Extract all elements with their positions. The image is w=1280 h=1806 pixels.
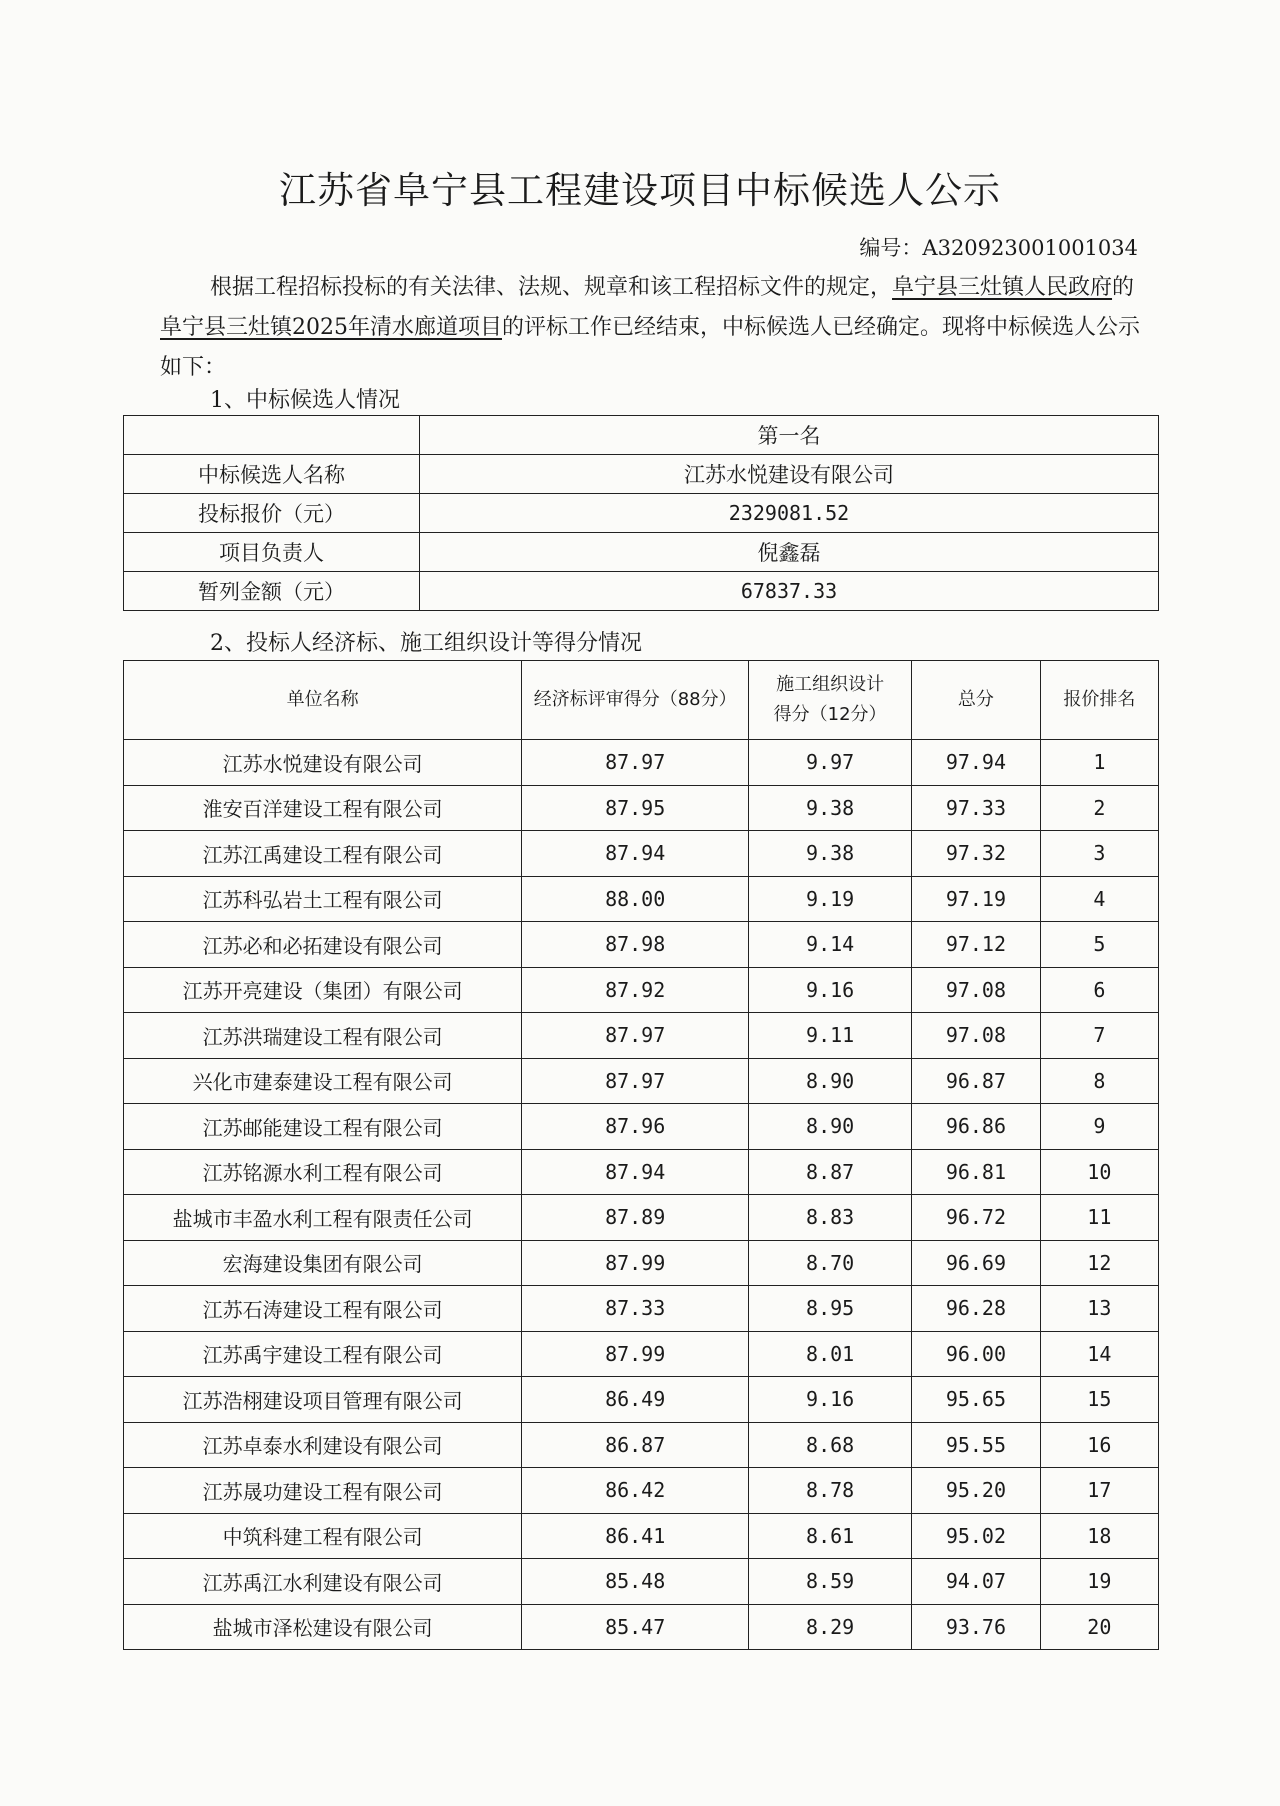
company-name-cell: 江苏开亮建设（集团）有限公司 bbox=[124, 967, 522, 1013]
total-score-cell: 95.02 bbox=[912, 1513, 1040, 1559]
company-name-cell: 兴化市建泰建设工程有限公司 bbox=[124, 1058, 522, 1104]
design-score-cell: 8.87 bbox=[749, 1149, 912, 1195]
econ-score-cell: 87.98 bbox=[522, 922, 749, 968]
company-name-cell: 江苏石涛建设工程有限公司 bbox=[124, 1286, 522, 1332]
price-rank-cell: 17 bbox=[1040, 1468, 1158, 1514]
price-rank-cell: 19 bbox=[1040, 1559, 1158, 1605]
price-rank-cell: 15 bbox=[1040, 1377, 1158, 1423]
score-table-header-row bbox=[124, 661, 1159, 740]
company-name-cell: 盐城市丰盈水利工程有限责任公司 bbox=[124, 1195, 522, 1241]
total-score-cell: 97.12 bbox=[912, 922, 1040, 968]
intro-text-2: 的 bbox=[1112, 275, 1135, 300]
design-score-cell: 9.14 bbox=[749, 922, 912, 968]
econ-score-cell: 86.42 bbox=[522, 1468, 749, 1514]
design-score-cell: 9.16 bbox=[749, 967, 912, 1013]
header-design-score bbox=[749, 661, 912, 740]
design-score-cell: 8.95 bbox=[749, 1286, 912, 1332]
tenderer-name: 阜宁县三灶镇人民政府 bbox=[892, 275, 1113, 300]
company-name-cell: 江苏江禹建设工程有限公司 bbox=[124, 831, 522, 877]
company-name-cell: 淮安百洋建设工程有限公司 bbox=[124, 785, 522, 831]
section-heading-scores: 2、投标人经济标、施工组织设计等得分情况 bbox=[210, 631, 642, 656]
total-score-cell: 96.72 bbox=[912, 1195, 1040, 1241]
table-row bbox=[124, 785, 1159, 831]
company-name-cell: 江苏洪瑞建设工程有限公司 bbox=[124, 1013, 522, 1059]
design-score-cell: 8.78 bbox=[749, 1468, 912, 1514]
table-row bbox=[124, 831, 1159, 877]
design-score-cell: 8.83 bbox=[749, 1195, 912, 1241]
econ-score-cell: 86.49 bbox=[522, 1377, 749, 1423]
project-name: 阜宁县三灶镇2025年清水廊道项目 bbox=[160, 315, 502, 340]
document-number: 编号：A320923001001034 bbox=[859, 236, 1138, 260]
company-name-cell: 江苏科弘岩土工程有限公司 bbox=[124, 876, 522, 922]
candidate-table bbox=[123, 415, 1159, 611]
total-score-cell: 96.86 bbox=[912, 1104, 1040, 1150]
econ-score-cell: 86.41 bbox=[522, 1513, 749, 1559]
total-score-cell: 97.32 bbox=[912, 831, 1040, 877]
econ-score-cell: 85.47 bbox=[522, 1604, 749, 1650]
price-rank-cell: 20 bbox=[1040, 1604, 1158, 1650]
design-score-cell: 8.70 bbox=[749, 1240, 912, 1286]
price-rank-cell: 16 bbox=[1040, 1422, 1158, 1468]
design-score-cell: 8.90 bbox=[749, 1104, 912, 1150]
total-score-cell: 96.28 bbox=[912, 1286, 1040, 1332]
company-name-cell: 江苏水悦建设有限公司 bbox=[124, 740, 522, 786]
price-rank-cell: 5 bbox=[1040, 922, 1158, 968]
econ-score-cell: 86.87 bbox=[522, 1422, 749, 1468]
table-row bbox=[124, 1013, 1159, 1059]
candidate-label: 项目负责人 bbox=[124, 533, 420, 572]
econ-score-cell: 85.48 bbox=[522, 1559, 749, 1605]
total-score-cell: 96.87 bbox=[912, 1058, 1040, 1104]
table-row bbox=[124, 967, 1159, 1013]
table-row bbox=[124, 740, 1159, 786]
design-score-cell: 8.61 bbox=[749, 1513, 912, 1559]
company-name-cell: 中筑科建工程有限公司 bbox=[124, 1513, 522, 1559]
header-total-score: 总分 bbox=[912, 661, 1040, 740]
table-row bbox=[124, 1559, 1159, 1605]
price-rank-cell: 1 bbox=[1040, 740, 1158, 786]
total-score-cell: 95.55 bbox=[912, 1422, 1040, 1468]
total-score-cell: 93.76 bbox=[912, 1604, 1040, 1650]
candidate-row bbox=[124, 455, 1159, 494]
table-row bbox=[124, 1104, 1159, 1150]
table-row bbox=[124, 1058, 1159, 1104]
total-score-cell: 97.94 bbox=[912, 740, 1040, 786]
candidate-value: 67837.33 bbox=[420, 572, 1159, 611]
total-score-cell: 97.08 bbox=[912, 967, 1040, 1013]
company-name-cell: 江苏晟功建设工程有限公司 bbox=[124, 1468, 522, 1514]
header-company-name: 单位名称 bbox=[124, 661, 522, 740]
candidate-label: 中标候选人名称 bbox=[124, 455, 420, 494]
design-score-cell: 9.11 bbox=[749, 1013, 912, 1059]
econ-score-cell: 87.99 bbox=[522, 1331, 749, 1377]
price-rank-cell: 11 bbox=[1040, 1195, 1158, 1241]
price-rank-cell: 6 bbox=[1040, 967, 1158, 1013]
intro-text-3: 的评标工作已经结束，中标候选人已经确定。现将中标候选人公示如下： bbox=[160, 315, 1141, 380]
econ-score-cell: 87.99 bbox=[522, 1240, 749, 1286]
design-score-cell: 8.59 bbox=[749, 1559, 912, 1605]
candidate-rank-header: 第一名 bbox=[420, 416, 1159, 455]
intro-paragraph bbox=[160, 268, 1150, 388]
page-title: 江苏省阜宁县工程建设项目中标候选人公示 bbox=[279, 169, 1001, 212]
candidate-label: 投标报价（元） bbox=[124, 494, 420, 533]
price-rank-cell: 8 bbox=[1040, 1058, 1158, 1104]
price-rank-cell: 14 bbox=[1040, 1331, 1158, 1377]
econ-score-cell: 87.97 bbox=[522, 1013, 749, 1059]
price-rank-cell: 12 bbox=[1040, 1240, 1158, 1286]
header-design-line1: 施工组织设计 bbox=[776, 674, 885, 695]
table-row bbox=[124, 1604, 1159, 1650]
price-rank-cell: 18 bbox=[1040, 1513, 1158, 1559]
candidate-row bbox=[124, 494, 1159, 533]
price-rank-cell: 2 bbox=[1040, 785, 1158, 831]
candidate-label: 暂列金额（元） bbox=[124, 572, 420, 611]
score-table-body bbox=[124, 740, 1159, 1650]
econ-score-cell: 87.97 bbox=[522, 740, 749, 786]
company-name-cell: 江苏禹江水利建设有限公司 bbox=[124, 1559, 522, 1605]
table-row bbox=[124, 1195, 1159, 1241]
design-score-cell: 9.16 bbox=[749, 1377, 912, 1423]
candidate-value: 江苏水悦建设有限公司 bbox=[420, 455, 1159, 494]
table-row bbox=[124, 1240, 1159, 1286]
total-score-cell: 97.19 bbox=[912, 876, 1040, 922]
design-score-cell: 9.19 bbox=[749, 876, 912, 922]
total-score-cell: 95.65 bbox=[912, 1377, 1040, 1423]
candidate-row bbox=[124, 572, 1159, 611]
table-row bbox=[124, 1468, 1159, 1514]
intro-text-1: 根据工程招标投标的有关法律、法规、规章和该工程招标文件的规定， bbox=[210, 275, 893, 300]
design-score-cell: 8.68 bbox=[749, 1422, 912, 1468]
design-score-cell: 8.29 bbox=[749, 1604, 912, 1650]
header-econ-score: 经济标评审得分（88分） bbox=[522, 661, 749, 740]
total-score-cell: 96.81 bbox=[912, 1149, 1040, 1195]
candidate-row bbox=[124, 533, 1159, 572]
table-row bbox=[124, 876, 1159, 922]
price-rank-cell: 13 bbox=[1040, 1286, 1158, 1332]
econ-score-cell: 87.95 bbox=[522, 785, 749, 831]
header-design-line2: 得分（12分） bbox=[773, 704, 887, 725]
econ-score-cell: 87.96 bbox=[522, 1104, 749, 1150]
total-score-cell: 94.07 bbox=[912, 1559, 1040, 1605]
score-table bbox=[123, 660, 1159, 1650]
price-rank-cell: 7 bbox=[1040, 1013, 1158, 1059]
design-score-cell: 9.38 bbox=[749, 785, 912, 831]
company-name-cell: 江苏禹宇建设工程有限公司 bbox=[124, 1331, 522, 1377]
candidate-value: 2329081.52 bbox=[420, 494, 1159, 533]
econ-score-cell: 87.97 bbox=[522, 1058, 749, 1104]
table-row bbox=[124, 1331, 1159, 1377]
table-row bbox=[124, 1513, 1159, 1559]
header-price-rank: 报价排名 bbox=[1040, 661, 1158, 740]
company-name-cell: 江苏铭源水利工程有限公司 bbox=[124, 1149, 522, 1195]
section-heading-candidates: 1、中标候选人情况 bbox=[210, 388, 400, 413]
table-row bbox=[124, 1377, 1159, 1423]
price-rank-cell: 4 bbox=[1040, 876, 1158, 922]
design-score-cell: 8.01 bbox=[749, 1331, 912, 1377]
econ-score-cell: 87.33 bbox=[522, 1286, 749, 1332]
total-score-cell: 96.69 bbox=[912, 1240, 1040, 1286]
company-name-cell: 江苏必和必拓建设有限公司 bbox=[124, 922, 522, 968]
econ-score-cell: 87.94 bbox=[522, 1149, 749, 1195]
total-score-cell: 97.33 bbox=[912, 785, 1040, 831]
design-score-cell: 9.38 bbox=[749, 831, 912, 877]
table-row bbox=[124, 922, 1159, 968]
econ-score-cell: 88.00 bbox=[522, 876, 749, 922]
table-row bbox=[124, 1286, 1159, 1332]
econ-score-cell: 87.94 bbox=[522, 831, 749, 877]
company-name-cell: 江苏卓泰水利建设有限公司 bbox=[124, 1422, 522, 1468]
design-score-cell: 9.97 bbox=[749, 740, 912, 786]
total-score-cell: 97.08 bbox=[912, 1013, 1040, 1059]
table-row bbox=[124, 1422, 1159, 1468]
company-name-cell: 江苏浩栩建设项目管理有限公司 bbox=[124, 1377, 522, 1423]
candidate-header-blank bbox=[124, 416, 420, 455]
design-score-cell: 8.90 bbox=[749, 1058, 912, 1104]
table-row bbox=[124, 1149, 1159, 1195]
price-rank-cell: 10 bbox=[1040, 1149, 1158, 1195]
econ-score-cell: 87.92 bbox=[522, 967, 749, 1013]
econ-score-cell: 87.89 bbox=[522, 1195, 749, 1241]
price-rank-cell: 3 bbox=[1040, 831, 1158, 877]
candidate-table-header-row bbox=[124, 416, 1159, 455]
company-name-cell: 盐城市泽松建设有限公司 bbox=[124, 1604, 522, 1650]
total-score-cell: 96.00 bbox=[912, 1331, 1040, 1377]
total-score-cell: 95.20 bbox=[912, 1468, 1040, 1514]
candidate-value: 倪鑫磊 bbox=[420, 533, 1159, 572]
company-name-cell: 宏海建设集团有限公司 bbox=[124, 1240, 522, 1286]
company-name-cell: 江苏邮能建设工程有限公司 bbox=[124, 1104, 522, 1150]
price-rank-cell: 9 bbox=[1040, 1104, 1158, 1150]
